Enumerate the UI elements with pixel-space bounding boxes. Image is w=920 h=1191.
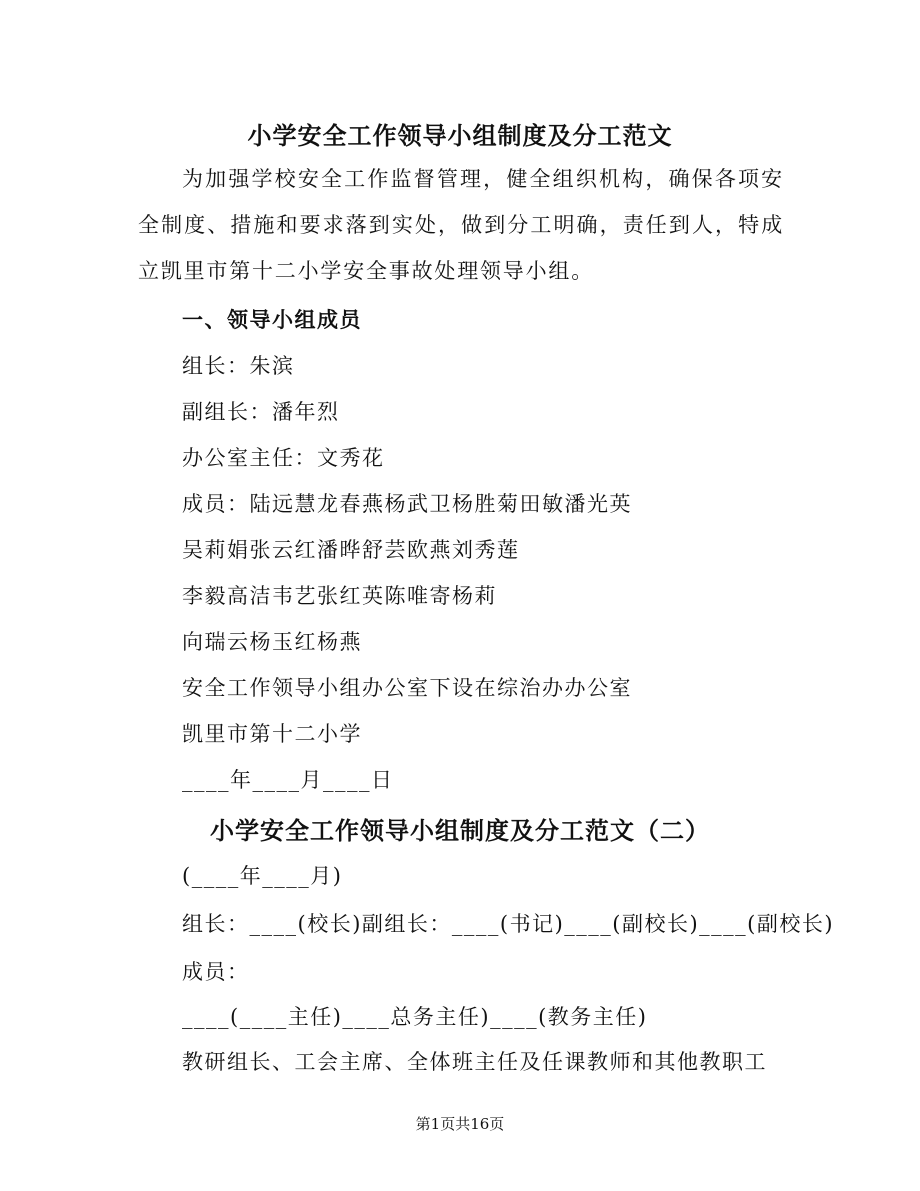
document-title: 小学安全工作领导小组制度及分工范文 bbox=[247, 121, 673, 150]
school-name-line: 凯里市第十二小学 bbox=[182, 722, 362, 746]
staff-line: 教研组长、工会主席、全体班主任及任课教师和其他教职工 bbox=[182, 1050, 767, 1074]
second-document-title: 小学安全工作领导小组制度及分工范文（二） bbox=[210, 816, 710, 845]
page-indicator: 第1页共16页 bbox=[415, 1115, 505, 1133]
members-label-line: 成员： bbox=[182, 960, 250, 984]
leader-line: 组长：朱滨 bbox=[182, 354, 295, 378]
office-location-line: 安全工作领导小组办公室下设在综治办办公室 bbox=[182, 676, 632, 700]
deputy-leader-line: 副组长：潘年烈 bbox=[182, 400, 340, 424]
members-line-2: 吴莉娟张云红潘晔舒芸欧燕刘秀莲 bbox=[182, 538, 520, 562]
intro-paragraph: 为加强学校安全工作监督管理，健全组织机构，确保各项安全制度、措施和要求落到实处，做到分工明确，责任到人，特成立凯里市第十二小学安全事故处理领导小组。 bbox=[138, 167, 784, 283]
second-date-line: (____年____月) bbox=[182, 864, 343, 888]
members-roles-line: ____(____主任)____总务主任)____(教务主任) bbox=[182, 1005, 648, 1029]
members-line-1: 成员：陆远慧龙春燕杨武卫杨胜菊田敏潘光英 bbox=[182, 492, 632, 516]
section-heading: 一、领导小组成员 bbox=[182, 307, 362, 332]
office-director-line: 办公室主任：文秀花 bbox=[182, 446, 385, 470]
date-line: ____年____月____日 bbox=[182, 768, 394, 792]
members-line-3: 李毅高洁韦艺张红英陈唯寄杨莉 bbox=[182, 584, 497, 608]
second-leaders-line: 组长：____(校长)副组长：____(书记)____(副校长)____(副校长) bbox=[182, 912, 835, 936]
members-line-4: 向瑞云杨玉红杨燕 bbox=[182, 630, 362, 654]
